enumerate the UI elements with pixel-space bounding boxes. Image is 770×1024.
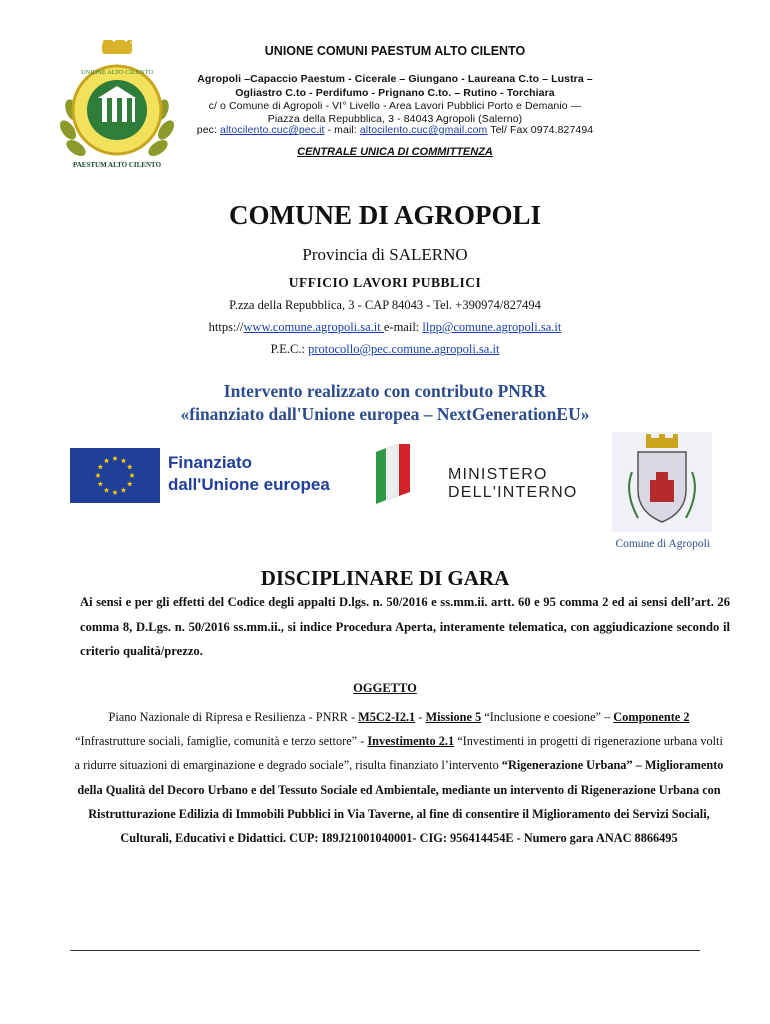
comune-web-link[interactable]: www.comune.agropoli.sa.it	[243, 320, 384, 334]
ministero-line-1: MINISTERO	[448, 466, 548, 483]
comune-title: COMUNE DI AGROPOLI	[228, 200, 542, 230]
oggetto-text-5: “Investimenti in progetti di rigenerazione urbana volti a ridurre situazioni di emarginazione e degrado sociale”, risulta finanziato l’intervento	[74, 734, 723, 773]
eu-label-line-1: Finanziato	[168, 453, 253, 472]
stemma-caption: Comune di Agropoli	[615, 538, 710, 550]
union-title: UNIONE COMUNI PAESTUM ALTO CILENTO	[264, 44, 526, 58]
pnrr-heading-line-2: «finanziato dall'Unione europea – NextGenerationEU»	[180, 404, 590, 424]
cuc-heading: CENTRALE UNICA DI COMMITTENZA	[297, 146, 493, 158]
union-logo-caption: PAESTUM ALTO CILENTO	[72, 161, 162, 169]
disciplinare-body: Ai sensi e per gli effetti del Codice degli appalti D.lgs. n. 50/2016 e ss.mm.ii. artt. 60 e 95 comma 2 ed ai sensi dell’art. 26 comma 8, D.Lgs. n. 50/2016 ss.mm.ii., si indice Procedura Aperta, interamente telematica, con aggiudicazione secondo il criterio qualità/prezzo.	[80, 595, 730, 658]
provincia-label: Provincia di SALERNO	[302, 245, 468, 264]
union-address	[150, 100, 640, 126]
oggetto-text-4: “Infrastrutture sociali, famiglie, comunità e terzo settore” -	[75, 734, 368, 749]
union-logo-lettering: UNIONE ALTO CILENTO	[80, 69, 154, 76]
pnrr-heading-line-1: Intervento realizzato con contributo PNRR	[223, 381, 547, 401]
union-members	[150, 72, 640, 100]
union-contacts	[150, 124, 640, 136]
ministero-line-2: DELL'INTERNO	[448, 484, 578, 501]
union-members-line-1: Agropoli –Capaccio Paestum - Cicerale – Giungano - Laureana C.to – Lustra –	[197, 73, 593, 85]
comune-web-line	[0, 320, 770, 335]
pec-label: P.E.C.:	[270, 342, 309, 356]
union-mail-label: - mail:	[324, 124, 360, 136]
oggetto-intervento: “Rigenerazione Urbana” – Miglioramento della Qualità del Decoro Urbano e del Tessuto Sociale ed Ambientale, mediante un intervento di Rigenerazione Urbana con Ristrutturazione Edilizia di Immobili Pubblici in Via Taverne, al fine di consentire il Miglioramento dei Servizi Sociali, Culturali, Educativi e Didattici. CUP: I89J21001040001- CIG: 956414454E - Numero gara ANAC 8866495	[77, 758, 724, 846]
union-telfax: Tel/ Fax 0974.827494	[487, 124, 594, 136]
comune-address: P.zza della Repubblica, 3 - CAP 84043 - Tel. +390974/827494	[229, 298, 541, 312]
union-pec-label: pec:	[196, 124, 221, 136]
email-label: e-mail:	[383, 320, 423, 334]
comune-email-link[interactable]: llpp@comune.agropoli.sa.it	[422, 320, 562, 334]
ministero-label	[448, 466, 577, 502]
disciplinare-title: DISCIPLINARE DI GARA	[260, 566, 510, 590]
footer-divider	[70, 950, 700, 951]
union-pec-link[interactable]: altocilento.cuc@pec.it	[220, 124, 325, 136]
oggetto-text-1: Piano Nazionale di Ripresa e Resilienza - PNRR -	[108, 710, 359, 724]
eu-flag-icon	[70, 448, 160, 503]
union-mail-link[interactable]: altocilento.cuc@gmail.com	[359, 124, 488, 136]
union-members-line-2: Ogliastro C.to - Perdifumo - Prignano C.to. – Rutino - Torchiara	[235, 87, 555, 99]
oggetto-investimento: Investimento 2.1	[367, 734, 455, 749]
oggetto-m5c2: M5C2-I2.1	[358, 710, 416, 724]
eu-label-line-2: dall'Unione europea	[168, 475, 330, 494]
oggetto-missione: Missione 5	[425, 710, 482, 724]
oggetto-text-2: -	[415, 710, 426, 724]
italian-flag-icon	[376, 444, 410, 504]
web-prefix: https://	[208, 320, 244, 334]
oggetto-componente: Componente 2	[613, 710, 690, 724]
union-address-line-2: Piazza della Repubblica, 3 - 84043 Agropoli (Salerno)	[267, 113, 523, 125]
union-address-line-1: c/ o Comune di Agropoli - VI° Livello - Area Lavori Pubblici Porto e Demanio —	[208, 100, 582, 112]
oggetto-body	[74, 705, 724, 850]
ufficio-label: UFFICIO LAVORI PUBBLICI	[288, 275, 482, 290]
oggetto-heading: OGGETTO	[353, 681, 417, 695]
comune-pec-link[interactable]: protocollo@pec.comune.agropoli.sa.it	[308, 342, 500, 356]
oggetto-text-3: “Inclusione e coesione” –	[481, 710, 614, 724]
comune-coat-of-arms-icon	[612, 432, 712, 532]
comune-pec-line	[0, 342, 770, 357]
eu-funding-label	[168, 452, 330, 496]
